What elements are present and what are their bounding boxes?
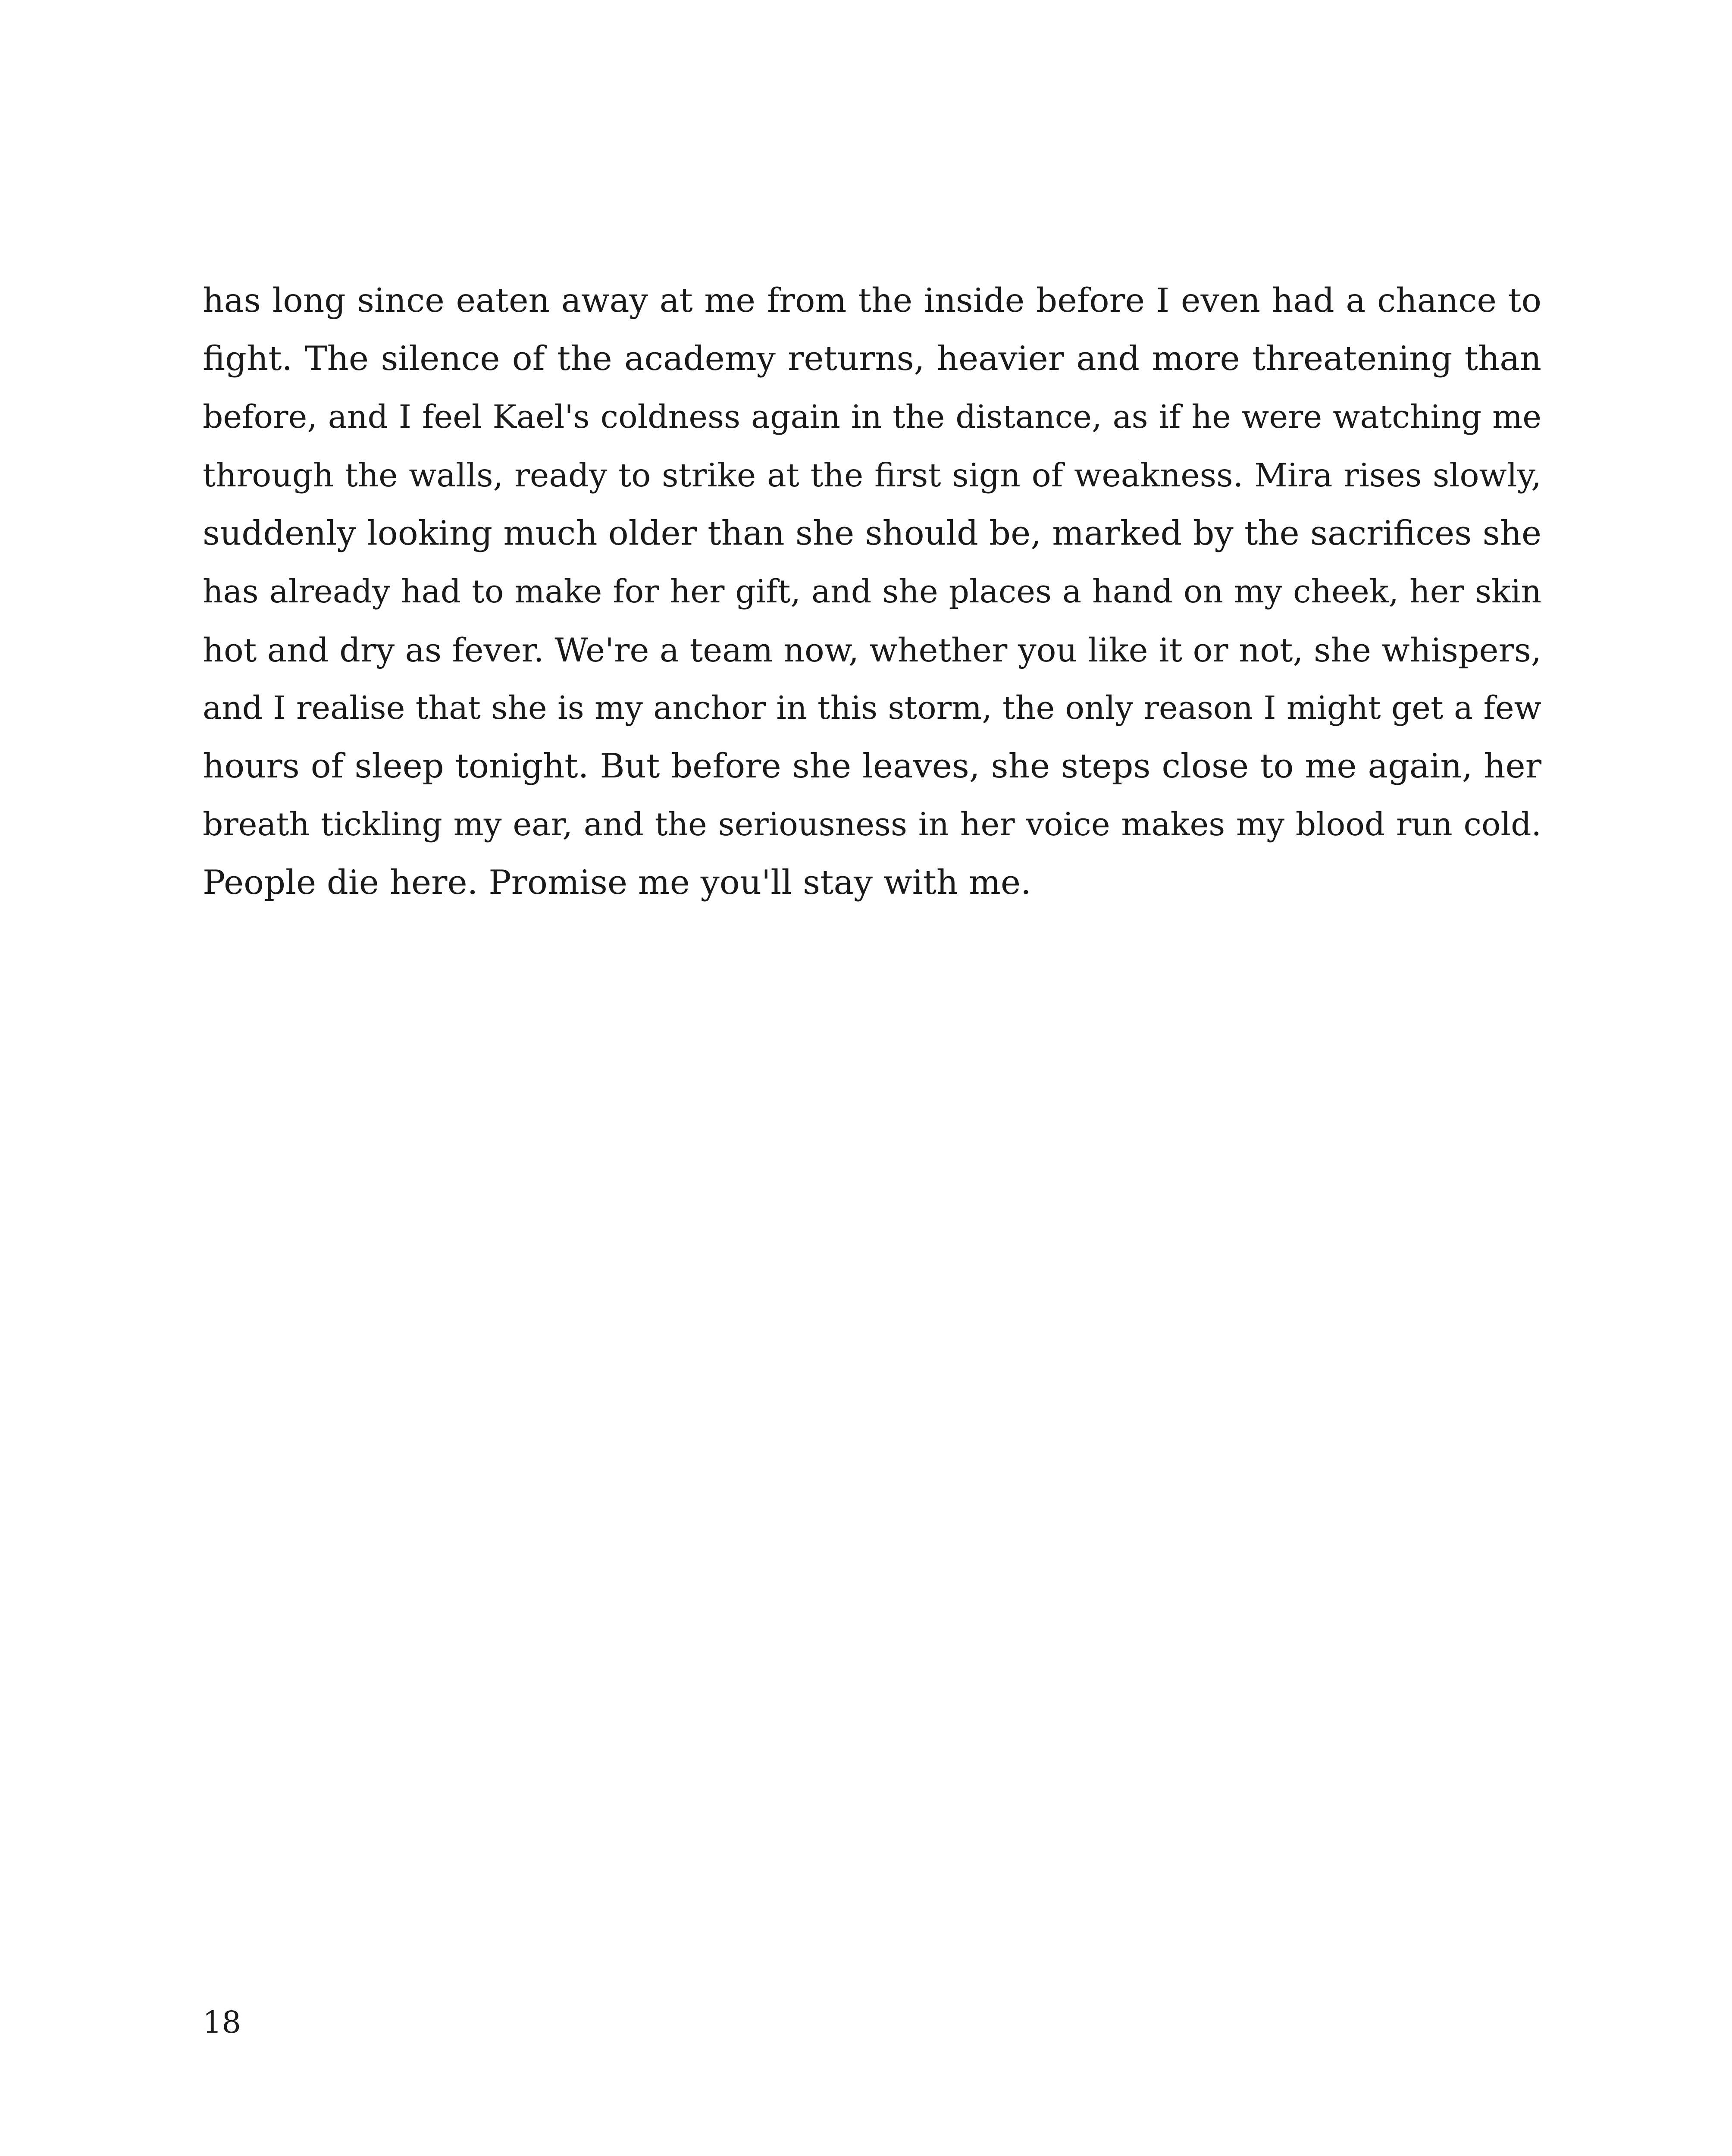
- paragraph-line: has long since eaten away at me from the inside before I even had a chance to: [203, 282, 1541, 320]
- paragraph-line: and I realise that she is my anchor in this storm, the only reason I might get a few: [203, 689, 1541, 727]
- paragraph-line: has already had to make for her gift, and she places a hand on my cheek, her skin: [203, 573, 1541, 610]
- body-paragraph: [203, 272, 1541, 912]
- paragraph-line: through the walls, ready to strike at the first sign of weakness. Mira rises slowly,: [203, 456, 1541, 494]
- paragraph-line: before, and I feel Kael's coldness again in the distance, as if he were watching me: [203, 398, 1541, 436]
- paragraph-line: fight. The silence of the academy returns, heavier and more threatening than: [203, 339, 1541, 378]
- paragraph-line: hot and dry as fever. We're a team now, whether you like it or not, she whispers,: [203, 631, 1541, 669]
- paragraph-line: suddenly looking much older than she should be, marked by the sacrifices she: [203, 514, 1541, 553]
- paragraph-line: hours of sleep tonight. But before she leaves, she steps close to me again, her: [203, 747, 1541, 786]
- page-number: 18: [203, 2005, 241, 2040]
- paragraph-line: breath tickling my ear, and the seriousness in her voice makes my blood run cold.: [203, 806, 1541, 843]
- paragraph-line: People die here. Promise me you'll stay with me.: [203, 863, 1031, 902]
